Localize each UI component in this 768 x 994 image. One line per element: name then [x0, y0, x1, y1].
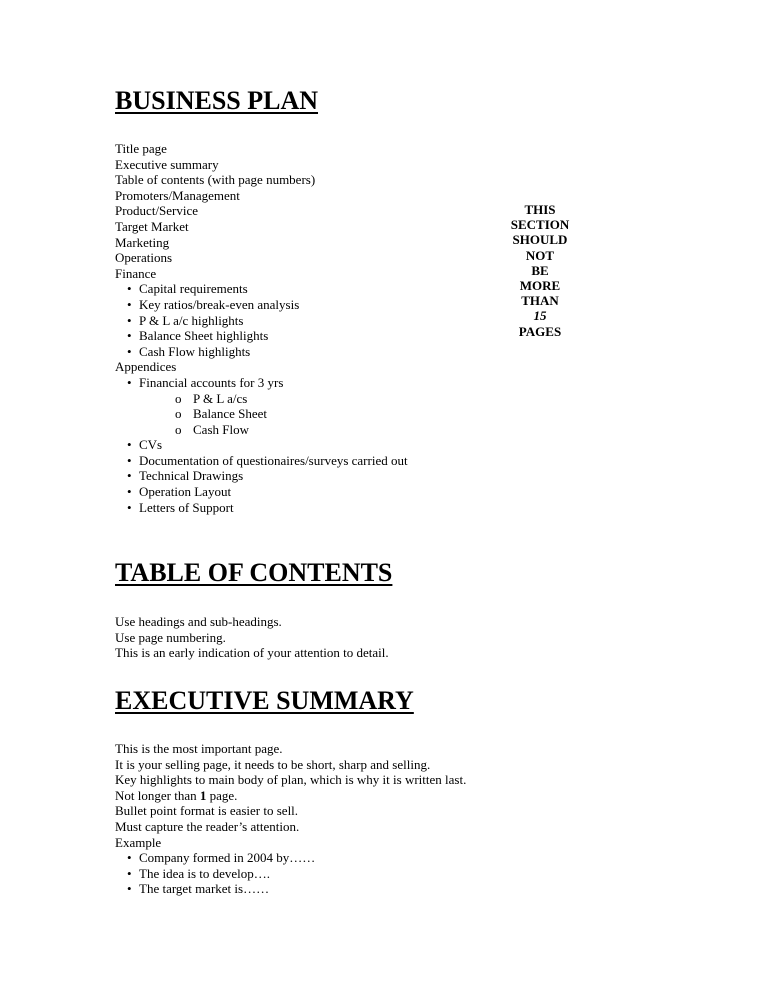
- page-limit-word: SECTION: [510, 217, 570, 233]
- list-item: Table of contents (with page numbers): [115, 172, 316, 188]
- list-item: Must capture the reader’s attention.: [115, 818, 300, 834]
- bullet-item: • The target market is……: [115, 881, 466, 897]
- bullet-item: • Company formed in 2004 by……: [115, 850, 466, 866]
- list-item: Operations: [115, 250, 173, 266]
- page-limit-word: NOT: [525, 247, 555, 263]
- bullet-item: • Capital requirements: [115, 281, 408, 297]
- text-run: page.: [206, 787, 238, 803]
- list-item: Bullet point format is easier to sell.: [115, 803, 299, 819]
- page-limit-number: 15: [533, 308, 547, 324]
- bullet-item: • CVs: [115, 437, 408, 453]
- text-run: Not longer than: [115, 787, 200, 803]
- page-limit-word: BE: [531, 262, 549, 278]
- list-item: Target Market: [115, 218, 189, 234]
- list-item: Product/Service: [115, 203, 199, 219]
- business-plan-heading: BUSINESS PLAN: [115, 86, 319, 115]
- bold-number: 1: [199, 787, 207, 803]
- page-limit-word: PAGES: [518, 323, 562, 339]
- list-item: Example: [115, 834, 162, 850]
- business-plan-list: [115, 141, 408, 515]
- bullet-item: • Documentation of questionaires/surveys carried out: [115, 453, 408, 469]
- page-limit-word: THAN: [521, 293, 559, 309]
- toc-guidance-list: [115, 614, 389, 661]
- list-item: This is the most important page.: [115, 741, 283, 756]
- list-item: This is an early indication of your attention to detail.: [115, 645, 389, 661]
- bullet-item: • Technical Drawings: [115, 468, 408, 484]
- bullet-item: • P & L a/c highlights: [115, 313, 408, 329]
- list-item: It is your selling page, it needs to be short, sharp and selling.: [115, 756, 431, 772]
- bullet-item: • Cash Flow highlights: [115, 344, 408, 360]
- list-item: Title page: [115, 141, 167, 156]
- list-item: Executive summary: [115, 156, 219, 172]
- list-item: Marketing: [115, 234, 170, 250]
- bullet-item: • Operation Layout: [115, 484, 408, 500]
- sub-bullet-item: o Balance Sheet: [115, 406, 408, 422]
- list-item: Key highlights to main body of plan, which is why it is written last.: [115, 772, 467, 788]
- bullet-item: • Financial accounts for 3 yrs: [115, 375, 408, 391]
- page-limit-word: THIS: [524, 202, 556, 217]
- page-limit-note: [495, 202, 585, 339]
- sub-bullet-item: o P & L a/cs: [115, 391, 408, 407]
- page-limit-word: MORE: [519, 278, 561, 294]
- bullet-item: • Balance Sheet highlights: [115, 328, 408, 344]
- executive-summary-list: [115, 741, 466, 897]
- executive-summary-heading: EXECUTIVE SUMMARY: [115, 686, 414, 715]
- list-item: Finance: [115, 265, 157, 281]
- list-item: Promoters/Management: [115, 187, 240, 203]
- bullet-item: • The idea is to develop….: [115, 866, 466, 882]
- sub-bullet-item: o Cash Flow: [115, 422, 408, 438]
- bullet-item: • Key ratios/break-even analysis: [115, 297, 408, 313]
- table-of-contents-heading: TABLE OF CONTENTS: [115, 558, 393, 587]
- list-item: Appendices: [115, 359, 177, 375]
- list-item: Use page numbering.: [115, 629, 226, 645]
- page-limit-word: SHOULD: [512, 232, 568, 248]
- list-item: Use headings and sub-headings.: [115, 614, 282, 629]
- list-item: [115, 788, 466, 804]
- bullet-item: • Letters of Support: [115, 500, 408, 516]
